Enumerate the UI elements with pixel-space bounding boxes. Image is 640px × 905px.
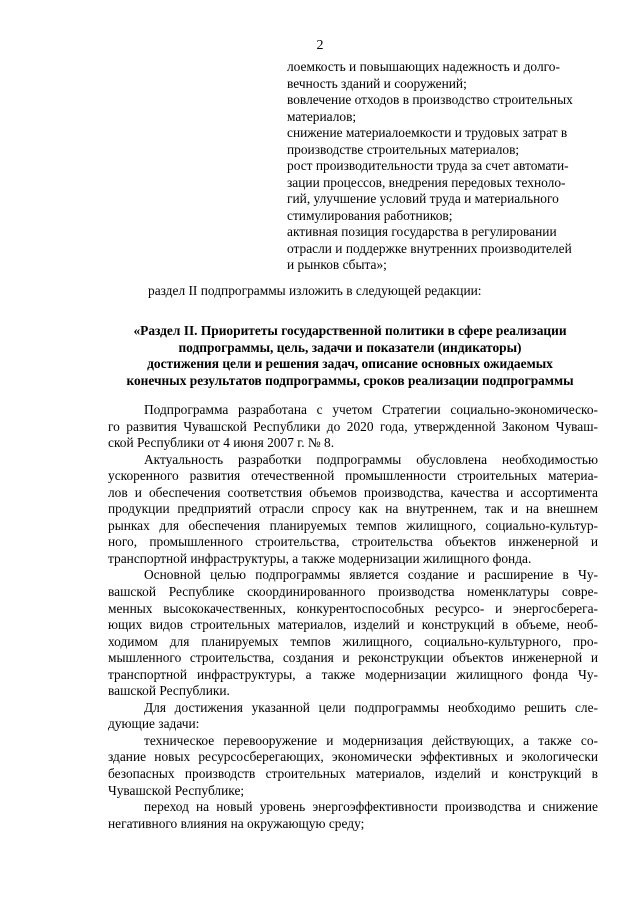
body-line: ющих видов строительных материалов, изделий и конструкций в объеме, необ- — [108, 617, 598, 633]
list-line: лоемкость и повышающих надежность и долго- — [287, 59, 560, 74]
body-line: лов и обеспечения соответствия объемов производства, качества и ассортимента — [108, 484, 598, 500]
amendment-directive: раздел II подпрограммы изложить в следующей редакции: — [148, 283, 482, 298]
body-line: техническое перевооружение и модернизация действующих, а также со- — [144, 732, 598, 748]
list-line: рост производительности труда за счет автомати- — [287, 158, 569, 173]
list-line: вечность зданий и сооружений; — [287, 75, 467, 91]
body-line: негативного влияния на окружающую среду; — [108, 815, 365, 831]
heading-line: «Раздел II. Приоритеты государственной политики в сфере реализации — [133, 323, 567, 338]
body-line: транспортной инфраструктуры, а также модернизации жилищного фонда. — [108, 550, 532, 566]
section-heading — [100, 323, 600, 389]
body-line: дующие задачи: — [108, 716, 200, 732]
body-line: ской Республики от 4 июня 2007 г. № 8. — [108, 435, 335, 451]
body-text — [108, 402, 598, 832]
list-line: и рынков сбыта»; — [287, 257, 387, 272]
list-line: гий, улучшение условий труда и материального — [287, 191, 559, 206]
heading-line: конечных результатов подпрограммы, сроков реализации подпрограммы — [126, 372, 574, 388]
list-line: активная позиция государства в регулировании — [287, 224, 557, 239]
continued-list — [287, 59, 597, 274]
body-line: вашской Республике скоординированного производства номенклатуры совре- — [108, 584, 598, 600]
list-line: зации процессов, внедрения передовых техноло- — [287, 174, 566, 190]
heading-line: достижения цели и решения задач, описание основных ожидаемых — [147, 356, 553, 372]
body-line: ускоренного развития отечественной промышленности строительных материа- — [108, 468, 598, 484]
body-line: Чувашской Республике; — [108, 782, 245, 798]
body-line: ходимом для планируемых темпов жилищного, социально-культурного, про- — [108, 633, 598, 649]
body-line: го развития Чувашской Республики до 2020 года, утвержденной Законом Чуваш- — [108, 418, 598, 434]
body-line: Актуальность разработки подпрограммы обусловлена необходимостью — [144, 451, 598, 467]
list-line: производстве строительных материалов; — [287, 141, 520, 157]
body-line: рынках для обеспечения планируемых темпов жилищного, социально-культур- — [108, 517, 598, 533]
body-line: здание новых ресурсосберегающих, экономически эффективных и экологически — [108, 749, 598, 765]
body-line: продукции предприятий отрасли спросу как на внутреннем, так и на внешнем — [108, 501, 598, 517]
list-line: стимулирования работников; — [287, 207, 453, 223]
body-line: безопасных производств строительных материалов, изделий и конструкций в — [108, 766, 598, 782]
body-line: Для достижения указанной цели подпрограммы необходимо решить сле- — [144, 699, 598, 715]
body-line: ного, промышленного строительства, строительства объектов инженерной и — [108, 534, 598, 550]
body-line: мышленного строительства, создания и реконструкции объектов инженерной и — [108, 650, 598, 666]
heading-line: подпрограммы, цель, задачи и показатели (индикаторы) — [178, 339, 522, 355]
body-line: Подпрограмма разработана с учетом Стратегии социально-экономическо- — [144, 402, 598, 417]
list-line: материалов; — [287, 108, 357, 124]
body-line: вашской Республики. — [108, 683, 230, 699]
list-line: снижение материалоемкости и трудовых затрат в — [287, 125, 568, 140]
list-line: вовлечение отходов в производство строительных — [287, 92, 573, 107]
list-line: отрасли и поддержке внутренних производителей — [287, 240, 572, 256]
page-number: 2 — [316, 38, 324, 53]
body-line: Основной целью подпрограммы является создание и расширение в Чу- — [144, 567, 598, 583]
body-line: транспортной инфраструктуры, а также модернизации жилищного фонда Чу- — [108, 666, 598, 682]
body-line: переход на новый уровень энергоэффективности производства и снижение — [144, 799, 598, 815]
body-line: менных высококачественных, конкурентоспособных ресурсо- и энергосберега- — [108, 600, 598, 616]
